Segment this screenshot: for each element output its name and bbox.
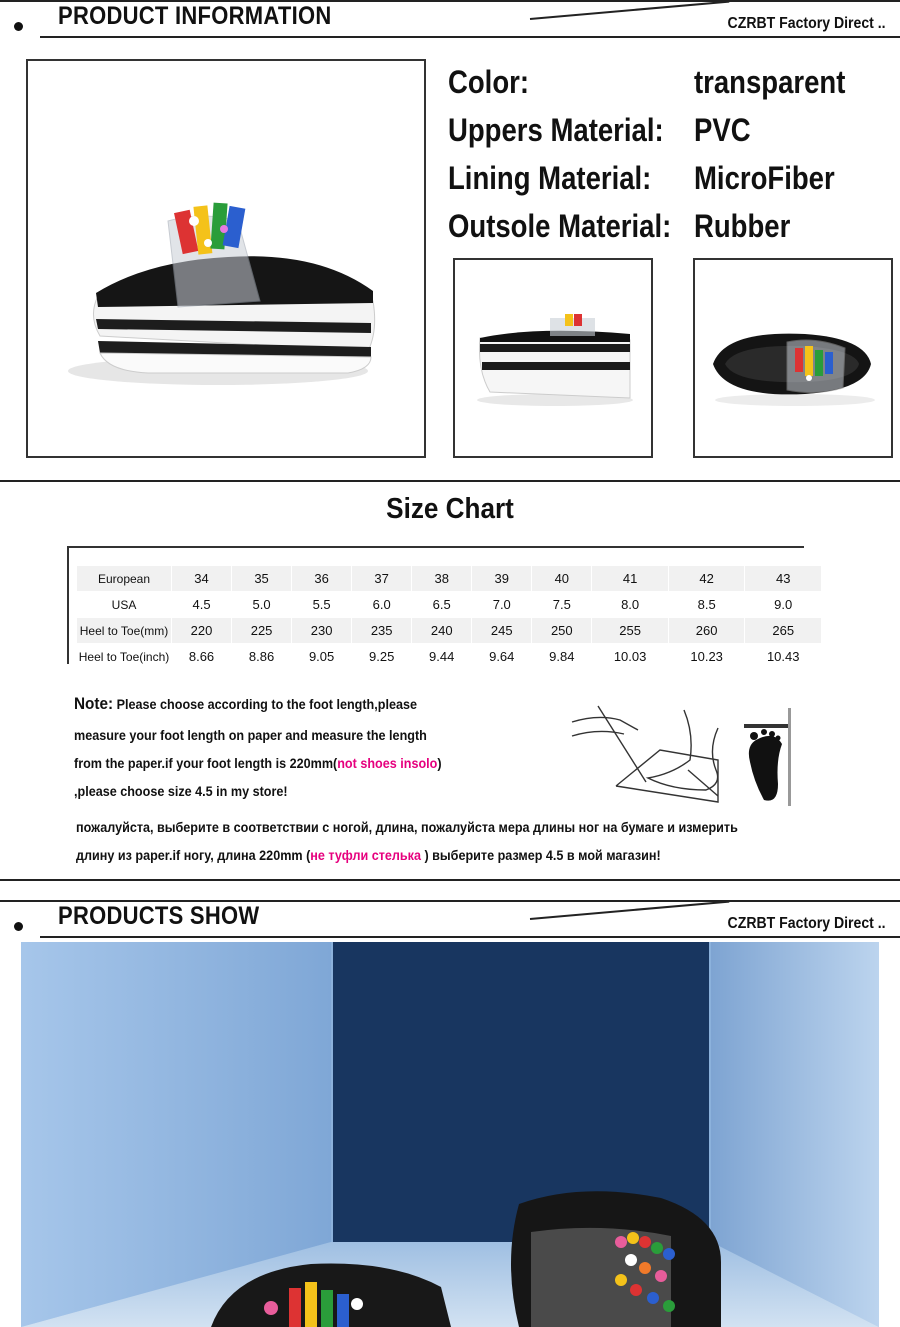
- table-cell: 255: [592, 618, 669, 644]
- note-text: ): [437, 755, 442, 771]
- row-header-european: European: [77, 566, 172, 592]
- slipper-thumbnail-side-image: [455, 260, 651, 456]
- note-ru-line-1: пожалуйста, выберите в соответствии с ногой, длина, пожалуйста мера длины ног на бумаге и измерить: [76, 819, 738, 835]
- table-cell: 5.5: [292, 592, 352, 618]
- header-bottom-rule: [40, 936, 900, 938]
- product-show-photo: [21, 942, 879, 1327]
- table-cell: 9.25: [352, 644, 412, 670]
- note-line-1: [74, 690, 417, 718]
- table-cell: 265: [745, 618, 822, 644]
- table-cell: 8.66: [172, 644, 232, 670]
- product-information-header: [0, 0, 900, 44]
- table-cell: 260: [668, 618, 745, 644]
- table-cell: 250: [532, 618, 592, 644]
- table-cell: 7.0: [472, 592, 532, 618]
- table-cell: 5.0: [232, 592, 292, 618]
- table-cell: 9.05: [292, 644, 352, 670]
- header-bottom-rule: [40, 36, 900, 38]
- size-chart-title: Size Chart: [386, 493, 514, 525]
- note-ru-line-2: [76, 841, 661, 869]
- table-cell: 8.86: [232, 644, 292, 670]
- spec-value-lining: MicroFiber: [694, 160, 835, 196]
- table-cell: 34: [172, 566, 232, 592]
- bullet-dot-icon: [14, 22, 23, 31]
- table-cell: 230: [292, 618, 352, 644]
- brand-label: CZRBT Factory Direct ..: [727, 15, 886, 32]
- table-cell: 38: [412, 566, 472, 592]
- table-cell: 235: [352, 618, 412, 644]
- products-show-header: [0, 900, 900, 944]
- note-text: from the paper.if your foot length is 220mm(: [74, 755, 338, 771]
- table-cell: 41: [592, 566, 669, 592]
- table-cell: 245: [472, 618, 532, 644]
- note-highlight: not shoes insolo: [337, 755, 438, 771]
- table-cell: 220: [172, 618, 232, 644]
- note-text: ) выберите размер 4.5 в мой магазин!: [420, 847, 661, 863]
- table-cell: 10.23: [668, 644, 745, 670]
- table-cell: 36: [292, 566, 352, 592]
- section-divider: [0, 480, 900, 482]
- note-label: Note:: [74, 694, 114, 713]
- table-cell: 9.0: [745, 592, 822, 618]
- size-chart-left-rule: [67, 546, 69, 664]
- thumbnail-side-image: [453, 258, 653, 458]
- table-cell: 42: [668, 566, 745, 592]
- table-cell: 9.84: [532, 644, 592, 670]
- table-row: [77, 618, 822, 644]
- foot-measure-illustration: [568, 700, 800, 810]
- table-cell: 9.64: [472, 644, 532, 670]
- slipper-side-view-image: [28, 61, 424, 456]
- note-text: Please choose according to the foot length,please: [113, 696, 417, 712]
- table-cell: 39: [472, 566, 532, 592]
- table-cell: 6.0: [352, 592, 412, 618]
- table-cell: 8.5: [668, 592, 745, 618]
- header-slant-rule: [530, 901, 729, 920]
- main-product-image: [26, 59, 426, 458]
- table-cell: 7.5: [532, 592, 592, 618]
- spec-label-color: Color:: [448, 64, 530, 100]
- table-cell: 8.0: [592, 592, 669, 618]
- section-title: PRODUCTS SHOW: [58, 902, 260, 930]
- slippers-in-box-photo: [21, 942, 879, 1327]
- table-cell: 240: [412, 618, 472, 644]
- note-text: длину из paper.if ногу, длина 220mm (: [76, 847, 311, 863]
- note-highlight: не туфли стелька: [310, 847, 421, 863]
- note-line-3: [74, 749, 442, 777]
- table-cell: 43: [745, 566, 822, 592]
- table-row: [77, 592, 822, 618]
- table-row: [77, 644, 822, 670]
- bullet-dot-icon: [14, 922, 23, 931]
- section-divider: [0, 879, 900, 881]
- section-title: PRODUCT INFORMATION: [58, 2, 332, 30]
- size-chart-table: [76, 565, 822, 670]
- note-line-4: ,please choose size 4.5 in my store!: [74, 783, 288, 799]
- table-cell: 6.5: [412, 592, 472, 618]
- row-header-heel-to-toe-mm: Heel to Toe(mm): [77, 618, 172, 644]
- note-line-2: measure your foot length on paper and measure the length: [74, 727, 427, 743]
- spec-label-uppers: Uppers Material:: [448, 112, 664, 148]
- table-cell: 35: [232, 566, 292, 592]
- row-header-heel-to-toe-inch: Heel to Toe(inch): [77, 644, 172, 670]
- size-chart-top-rule: [67, 546, 804, 548]
- thumbnail-top-image: [693, 258, 893, 458]
- row-header-usa: USA: [77, 592, 172, 618]
- table-row: [77, 566, 822, 592]
- brand-label: CZRBT Factory Direct ..: [727, 915, 886, 932]
- spec-value-outsole: Rubber: [694, 208, 791, 244]
- spec-value-uppers: PVC: [694, 112, 751, 148]
- table-cell: 10.43: [745, 644, 822, 670]
- table-cell: 40: [532, 566, 592, 592]
- table-cell: 10.03: [592, 644, 669, 670]
- spec-value-color: transparent: [694, 64, 846, 100]
- slipper-thumbnail-top-image: [695, 260, 891, 456]
- spec-label-outsole: Outsole Material:: [448, 208, 672, 244]
- header-slant-rule: [530, 1, 729, 20]
- spec-label-lining: Lining Material:: [448, 160, 652, 196]
- table-cell: 9.44: [412, 644, 472, 670]
- table-cell: 37: [352, 566, 412, 592]
- table-cell: 4.5: [172, 592, 232, 618]
- table-cell: 225: [232, 618, 292, 644]
